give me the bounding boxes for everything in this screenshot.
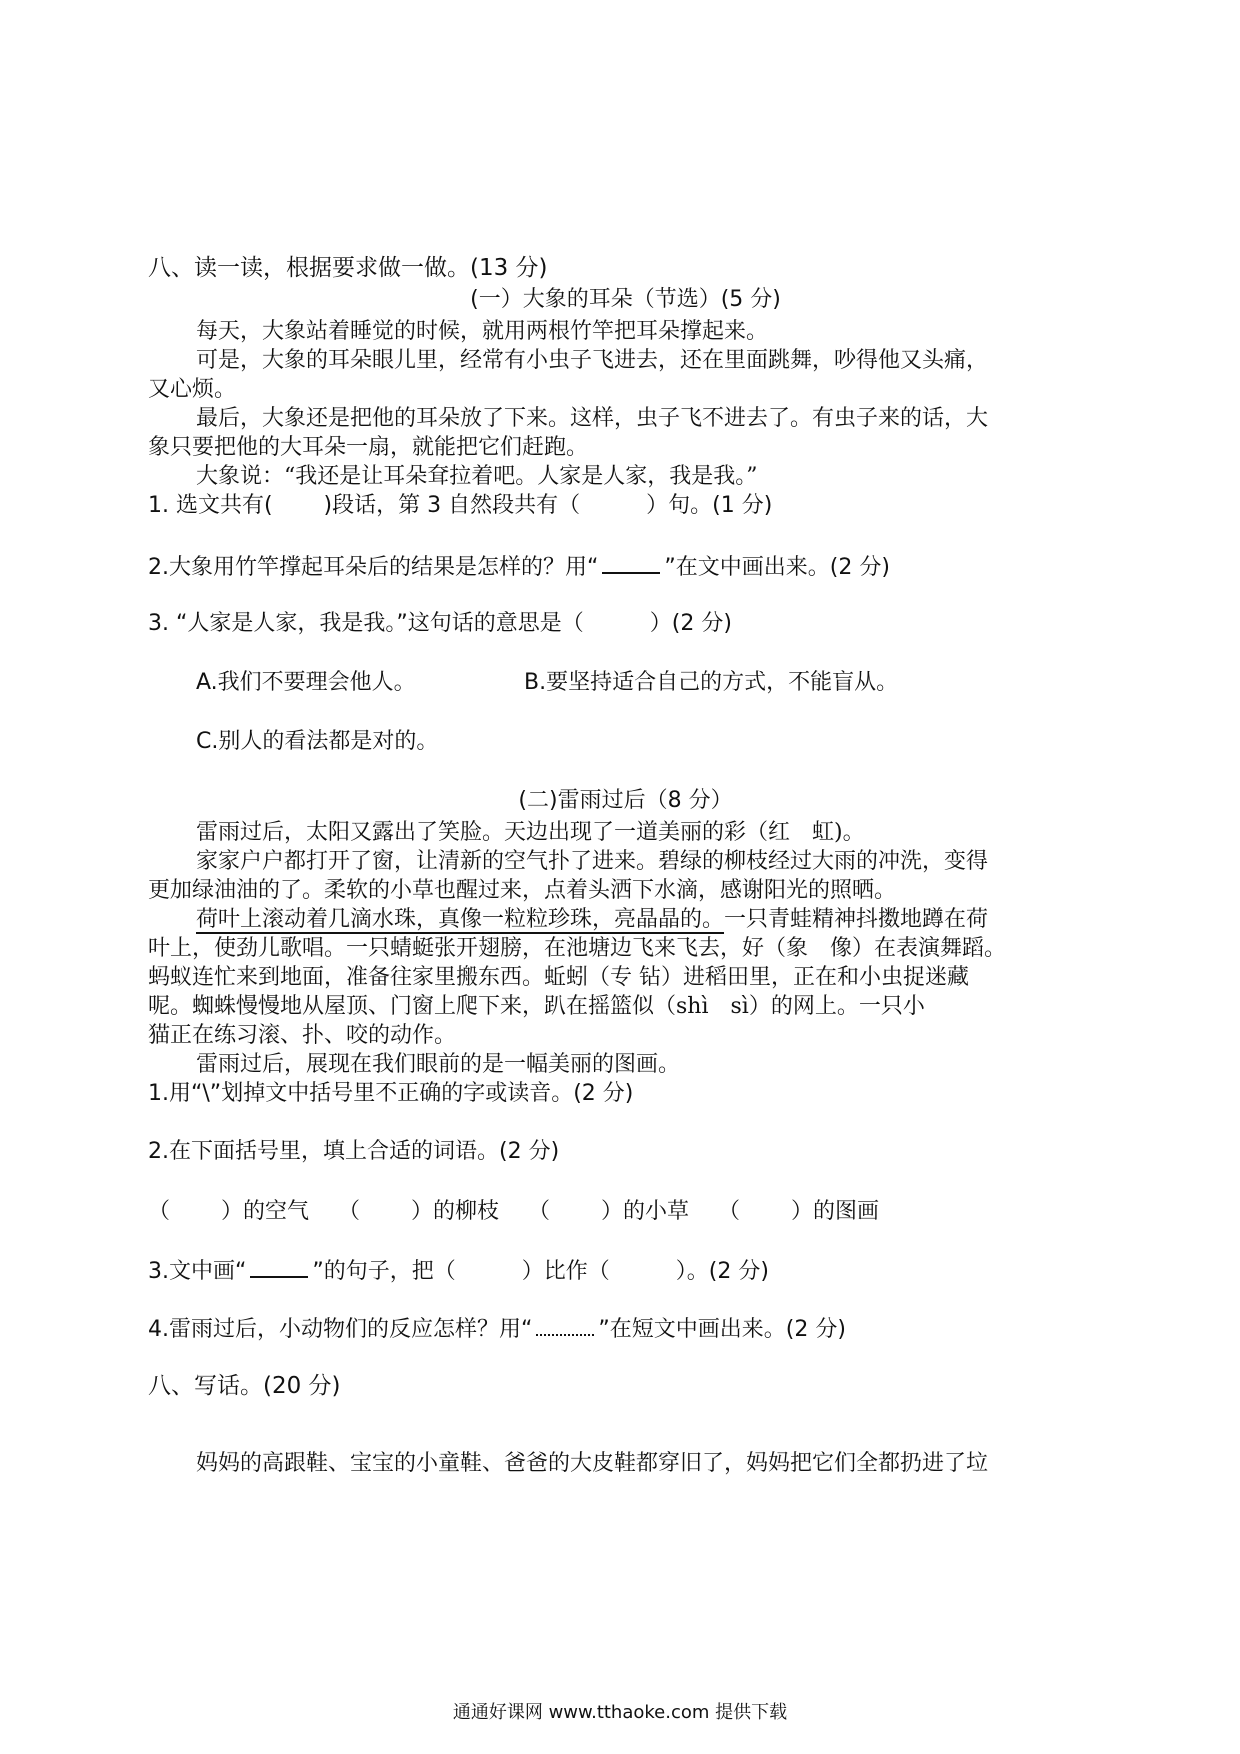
option-a: A.我们不要理会他人。 [196, 670, 416, 695]
question-text: 3.文中画“ [148, 1259, 247, 1284]
question: 3. “人家是人家，我是我。”这句话的意思是（ ）(2 分) [148, 611, 732, 636]
wavy-underline-mark [536, 1312, 594, 1336]
solid-underline-mark [250, 1254, 308, 1278]
passage-line: 又心烦。 [148, 377, 237, 402]
option-b: B.要坚持适合自己的方式，不能盲从。 [524, 670, 899, 695]
section-heading: 八、写话。(20 分) [148, 1373, 341, 1399]
section-heading: 八、读一读，根据要求做一做。(13 分) [148, 255, 548, 281]
question: 1. 选文共有( )段话，第 3 自然段共有（ ）句。(1 分) [148, 493, 773, 518]
passage-line [196, 904, 1103, 936]
question: 1.用“\”划掉文中括号里不正确的字或读音。(2 分) [148, 1081, 634, 1106]
passage-line: 叶上，使劲儿歌唱。一只蜻蜓张开翅膀，在池塘边飞来飞去，好（象 像）在表演舞蹈。 [148, 936, 1007, 961]
passage-line: 更加绿油油的了。柔软的小草也醒过来，点着头洒下水滴，感谢阳光的照晒。 [148, 878, 897, 903]
passage-line: 雷雨过后，太阳又露出了笑脸。天边出现了一道美丽的彩（红 虹)。 [196, 820, 865, 845]
passage-line: 每天，大象站着睡觉的时候，就用两根竹竿把耳朵撑起来。 [196, 319, 769, 344]
passage-line: 最后，大象还是把他的耳朵放了下来。这样，虫子飞不进去了。有虫子来的话，大 [196, 406, 989, 431]
question: 2.在下面括号里，填上合适的词语。(2 分) [148, 1139, 560, 1164]
passage-title: (二)雷雨过后（8 分） [518, 788, 733, 813]
footer-watermark: 通通好课网 www.tthaoke.com 提供下载 [452, 1702, 788, 1723]
passage-line: 家家户户都打开了窗，让清新的空气扑了进来。碧绿的柳枝经过大雨的冲洗，变得 [196, 849, 989, 874]
passage-line: 象只要把他的大耳朵一扇，就能把它们赶跑。 [148, 435, 589, 460]
underlined-sentence: 荷叶上滚动着几滴水珠，真像一粒粒珍珠，亮晶晶的。 [196, 907, 725, 932]
passage-line: 可是，大象的耳朵眼儿里，经常有小虫子飞进去，还在里面跳舞，吵得他又头痛， [196, 348, 989, 373]
solid-underline-mark [602, 550, 660, 574]
question [148, 1254, 1103, 1288]
passage-text: 一只青蛙精神抖擞地蹲在荷 [724, 907, 989, 932]
question-text: 4.雷雨过后，小动物们的反应怎样？用“ [148, 1317, 533, 1342]
question [148, 550, 1103, 584]
passage-line: 猫正在练习滚、扑、咬的动作。 [148, 1023, 457, 1048]
passage-title: (一）大象的耳朵（节选）(5 分) [470, 287, 781, 312]
fill-in-words: （ ）的空气 （ ）的柳枝 （ ）的小草 （ ）的图画 [148, 1199, 879, 1224]
passage-line: 大象说：“我还是让耳朵耷拉着吧。人家是人家，我是我。” [196, 464, 758, 489]
question-text: 2.大象用竹竿撑起耳朵后的结果是怎样的？用“ [148, 555, 599, 580]
passage-line: 雷雨过后，展现在我们眼前的是一幅美丽的图画。 [196, 1052, 681, 1077]
question-text: ”在短文中画出来。(2 分) [598, 1317, 846, 1342]
passage-line: 呢。蜘蛛慢慢地从屋顶、门窗上爬下来，趴在摇篮似（shì sì）的网上。一只小 [148, 994, 925, 1019]
question-text: ”在文中画出来。(2 分) [664, 555, 890, 580]
passage-line: 蚂蚁连忙来到地面，准备往家里搬东西。蚯蚓（专 钻）进稻田里，正在和小虫捉迷藏 [148, 965, 969, 990]
question [148, 1312, 1103, 1346]
writing-prompt: 妈妈的高跟鞋、宝宝的小童鞋、爸爸的大皮鞋都穿旧了，妈妈把它们全都扔进了垃 [196, 1451, 989, 1476]
option-c: C.别人的看法都是对的。 [196, 729, 439, 754]
question-text: ”的句子，把（ ）比作（ ）。(2 分) [312, 1259, 769, 1284]
